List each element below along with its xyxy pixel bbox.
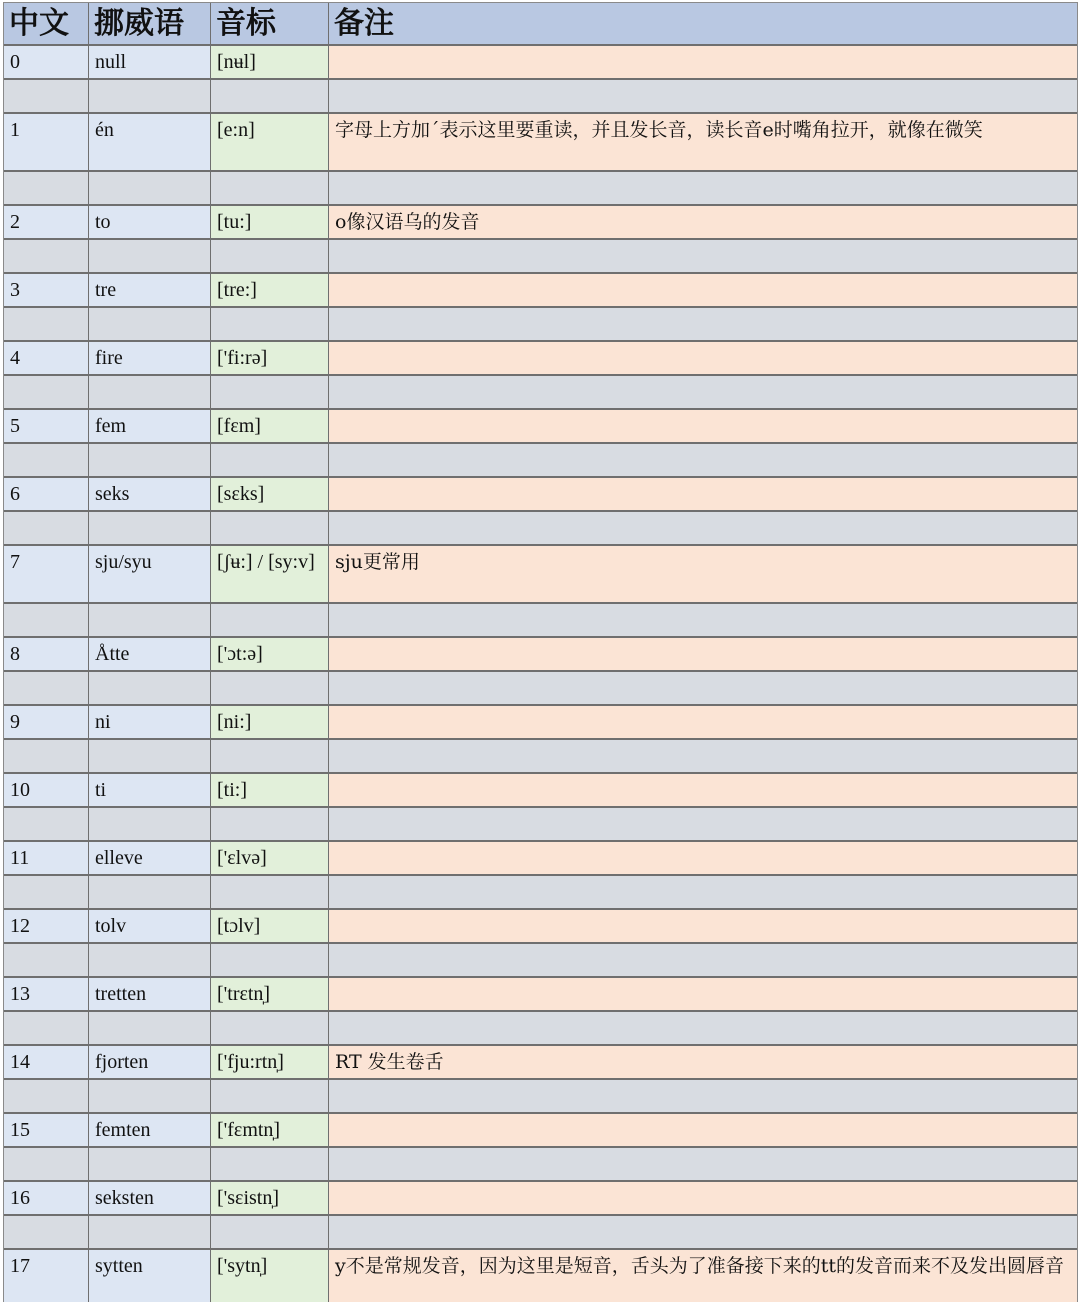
spacer-row xyxy=(4,876,1077,910)
empty-cell xyxy=(329,80,1077,112)
cell-phonetic: ['fɛmtn̩] xyxy=(211,1114,329,1146)
header-note: 备注 xyxy=(329,3,1077,44)
cell-norwegian-word: to xyxy=(89,206,211,238)
cell-number: 6 xyxy=(4,478,89,510)
empty-cell xyxy=(211,672,329,704)
numbers-table xyxy=(3,2,1078,1302)
empty-cell xyxy=(89,672,211,704)
empty-cell xyxy=(211,376,329,408)
cell-note xyxy=(329,478,1077,510)
cell-number: 15 xyxy=(4,1114,89,1146)
spacer-row xyxy=(4,240,1077,274)
cell-phonetic: ['ɛlvə] xyxy=(211,842,329,874)
empty-cell xyxy=(4,808,89,840)
empty-cell xyxy=(89,376,211,408)
cell-note xyxy=(329,978,1077,1010)
spacer-row xyxy=(4,1012,1077,1046)
cell-note: o像汉语乌的发音 xyxy=(329,206,1077,238)
cell-phonetic: ['trɛtn̩] xyxy=(211,978,329,1010)
empty-cell xyxy=(89,1148,211,1180)
empty-cell xyxy=(211,80,329,112)
empty-cell xyxy=(89,944,211,976)
empty-cell xyxy=(329,808,1077,840)
cell-number: 8 xyxy=(4,638,89,670)
cell-norwegian-word: sytten xyxy=(89,1250,211,1302)
cell-number: 4 xyxy=(4,342,89,374)
empty-cell xyxy=(89,172,211,204)
cell-note xyxy=(329,342,1077,374)
empty-cell xyxy=(4,1148,89,1180)
cell-note xyxy=(329,274,1077,306)
empty-cell xyxy=(4,444,89,476)
cell-norwegian-word: én xyxy=(89,114,211,170)
empty-cell xyxy=(211,308,329,340)
spacer-row xyxy=(4,944,1077,978)
cell-phonetic: [ni:] xyxy=(211,706,329,738)
cell-note: sju更常用 xyxy=(329,546,1077,602)
spacer-row xyxy=(4,376,1077,410)
spacer-row xyxy=(4,1216,1077,1250)
empty-cell xyxy=(89,876,211,908)
cell-number: 7 xyxy=(4,546,89,602)
cell-norwegian-word: elleve xyxy=(89,842,211,874)
cell-norwegian-word: fjorten xyxy=(89,1046,211,1078)
cell-note xyxy=(329,410,1077,442)
cell-number: 2 xyxy=(4,206,89,238)
empty-cell xyxy=(329,604,1077,636)
cell-norwegian-word: ti xyxy=(89,774,211,806)
empty-cell xyxy=(211,604,329,636)
header-chinese: 中文 xyxy=(4,3,89,44)
cell-phonetic: ['fju:rtn̩] xyxy=(211,1046,329,1078)
empty-cell xyxy=(211,444,329,476)
cell-number: 14 xyxy=(4,1046,89,1078)
table-row xyxy=(4,1182,1077,1216)
empty-cell xyxy=(4,1216,89,1248)
spacer-row xyxy=(4,308,1077,342)
cell-number: 11 xyxy=(4,842,89,874)
spacer-row xyxy=(4,444,1077,478)
cell-note xyxy=(329,1182,1077,1214)
empty-cell xyxy=(4,172,89,204)
empty-cell xyxy=(329,1148,1077,1180)
empty-cell xyxy=(329,672,1077,704)
empty-cell xyxy=(211,944,329,976)
empty-cell xyxy=(4,240,89,272)
cell-number: 9 xyxy=(4,706,89,738)
header-norwegian: 挪威语 xyxy=(89,3,211,44)
table-row xyxy=(4,842,1077,876)
empty-cell xyxy=(211,876,329,908)
empty-cell xyxy=(4,512,89,544)
cell-phonetic: [ʃʉ:] / [sy:v] xyxy=(211,546,329,602)
cell-norwegian-word: fire xyxy=(89,342,211,374)
empty-cell xyxy=(329,1216,1077,1248)
cell-phonetic: [fɛm] xyxy=(211,410,329,442)
empty-cell xyxy=(211,512,329,544)
empty-cell xyxy=(329,240,1077,272)
empty-cell xyxy=(329,740,1077,772)
cell-norwegian-word: tretten xyxy=(89,978,211,1010)
cell-norwegian-word: tre xyxy=(89,274,211,306)
empty-cell xyxy=(89,512,211,544)
cell-note xyxy=(329,46,1077,78)
table-row xyxy=(4,206,1077,240)
cell-phonetic: [e:n] xyxy=(211,114,329,170)
cell-note: RT 发生卷舌 xyxy=(329,1046,1077,1078)
empty-cell xyxy=(4,1080,89,1112)
empty-cell xyxy=(4,876,89,908)
cell-note xyxy=(329,706,1077,738)
table-row xyxy=(4,910,1077,944)
cell-norwegian-word: Åtte xyxy=(89,638,211,670)
empty-cell xyxy=(211,172,329,204)
cell-number: 10 xyxy=(4,774,89,806)
table-body xyxy=(4,46,1077,1302)
empty-cell xyxy=(4,604,89,636)
empty-cell xyxy=(329,876,1077,908)
table-row xyxy=(4,46,1077,80)
empty-cell xyxy=(329,376,1077,408)
cell-norwegian-word: seks xyxy=(89,478,211,510)
table-header-row xyxy=(4,3,1077,46)
cell-number: 0 xyxy=(4,46,89,78)
cell-number: 1 xyxy=(4,114,89,170)
spacer-row xyxy=(4,672,1077,706)
cell-norwegian-word: femten xyxy=(89,1114,211,1146)
cell-number: 12 xyxy=(4,910,89,942)
empty-cell xyxy=(4,1012,89,1044)
empty-cell xyxy=(329,512,1077,544)
empty-cell xyxy=(329,308,1077,340)
cell-norwegian-word: null xyxy=(89,46,211,78)
cell-norwegian-word: tolv xyxy=(89,910,211,942)
cell-phonetic: [nʉl] xyxy=(211,46,329,78)
header-phonetic: 音标 xyxy=(211,3,329,44)
empty-cell xyxy=(89,740,211,772)
empty-cell xyxy=(211,1080,329,1112)
empty-cell xyxy=(329,944,1077,976)
spacer-row xyxy=(4,808,1077,842)
table-row xyxy=(4,342,1077,376)
cell-number: 17 xyxy=(4,1250,89,1302)
table-row xyxy=(4,978,1077,1012)
cell-phonetic: [sɛks] xyxy=(211,478,329,510)
cell-norwegian-word: seksten xyxy=(89,1182,211,1214)
empty-cell xyxy=(89,444,211,476)
table-row xyxy=(4,546,1077,604)
spacer-row xyxy=(4,512,1077,546)
empty-cell xyxy=(211,1148,329,1180)
empty-cell xyxy=(89,1012,211,1044)
cell-phonetic: ['ɔt:ə] xyxy=(211,638,329,670)
empty-cell xyxy=(89,1080,211,1112)
cell-phonetic: ['fi:rə] xyxy=(211,342,329,374)
table-row xyxy=(4,410,1077,444)
table-row xyxy=(4,1250,1077,1302)
cell-number: 13 xyxy=(4,978,89,1010)
cell-norwegian-word: sju/syu xyxy=(89,546,211,602)
spacer-row xyxy=(4,604,1077,638)
cell-note xyxy=(329,638,1077,670)
cell-note xyxy=(329,774,1077,806)
empty-cell xyxy=(4,740,89,772)
empty-cell xyxy=(89,240,211,272)
empty-cell xyxy=(211,1012,329,1044)
cell-phonetic: [tɔlv] xyxy=(211,910,329,942)
empty-cell xyxy=(4,80,89,112)
empty-cell xyxy=(89,1216,211,1248)
cell-phonetic: ['sɛistn̩] xyxy=(211,1182,329,1214)
cell-note xyxy=(329,910,1077,942)
table-row xyxy=(4,774,1077,808)
cell-number: 16 xyxy=(4,1182,89,1214)
cell-note xyxy=(329,1114,1077,1146)
cell-phonetic: [tu:] xyxy=(211,206,329,238)
empty-cell xyxy=(89,808,211,840)
empty-cell xyxy=(211,1216,329,1248)
empty-cell xyxy=(329,172,1077,204)
table-row xyxy=(4,638,1077,672)
empty-cell xyxy=(4,672,89,704)
cell-phonetic: ['sytn̩] xyxy=(211,1250,329,1302)
spacer-row xyxy=(4,172,1077,206)
spacer-row xyxy=(4,80,1077,114)
empty-cell xyxy=(89,604,211,636)
empty-cell xyxy=(4,308,89,340)
cell-number: 5 xyxy=(4,410,89,442)
empty-cell xyxy=(89,308,211,340)
empty-cell xyxy=(89,80,211,112)
cell-norwegian-word: fem xyxy=(89,410,211,442)
cell-note xyxy=(329,842,1077,874)
empty-cell xyxy=(4,944,89,976)
empty-cell xyxy=(211,240,329,272)
empty-cell xyxy=(211,808,329,840)
spacer-row xyxy=(4,1080,1077,1114)
cell-note: 字母上方加ˊ表示这里要重读，并且发长音，读长音e时嘴角拉开，就像在微笑 xyxy=(329,114,1077,170)
empty-cell xyxy=(329,444,1077,476)
table-row xyxy=(4,478,1077,512)
cell-number: 3 xyxy=(4,274,89,306)
empty-cell xyxy=(329,1080,1077,1112)
cell-phonetic: [tre:] xyxy=(211,274,329,306)
table-row xyxy=(4,1114,1077,1148)
cell-phonetic: [ti:] xyxy=(211,774,329,806)
spacer-row xyxy=(4,1148,1077,1182)
cell-norwegian-word: ni xyxy=(89,706,211,738)
empty-cell xyxy=(329,1012,1077,1044)
table-row xyxy=(4,706,1077,740)
table-row xyxy=(4,1046,1077,1080)
cell-note: y不是常规发音，因为这里是短音，舌头为了准备接下来的tt的发音而来不及发出圆唇音 xyxy=(329,1250,1077,1302)
empty-cell xyxy=(4,376,89,408)
table-row xyxy=(4,114,1077,172)
table-row xyxy=(4,274,1077,308)
spacer-row xyxy=(4,740,1077,774)
empty-cell xyxy=(211,740,329,772)
